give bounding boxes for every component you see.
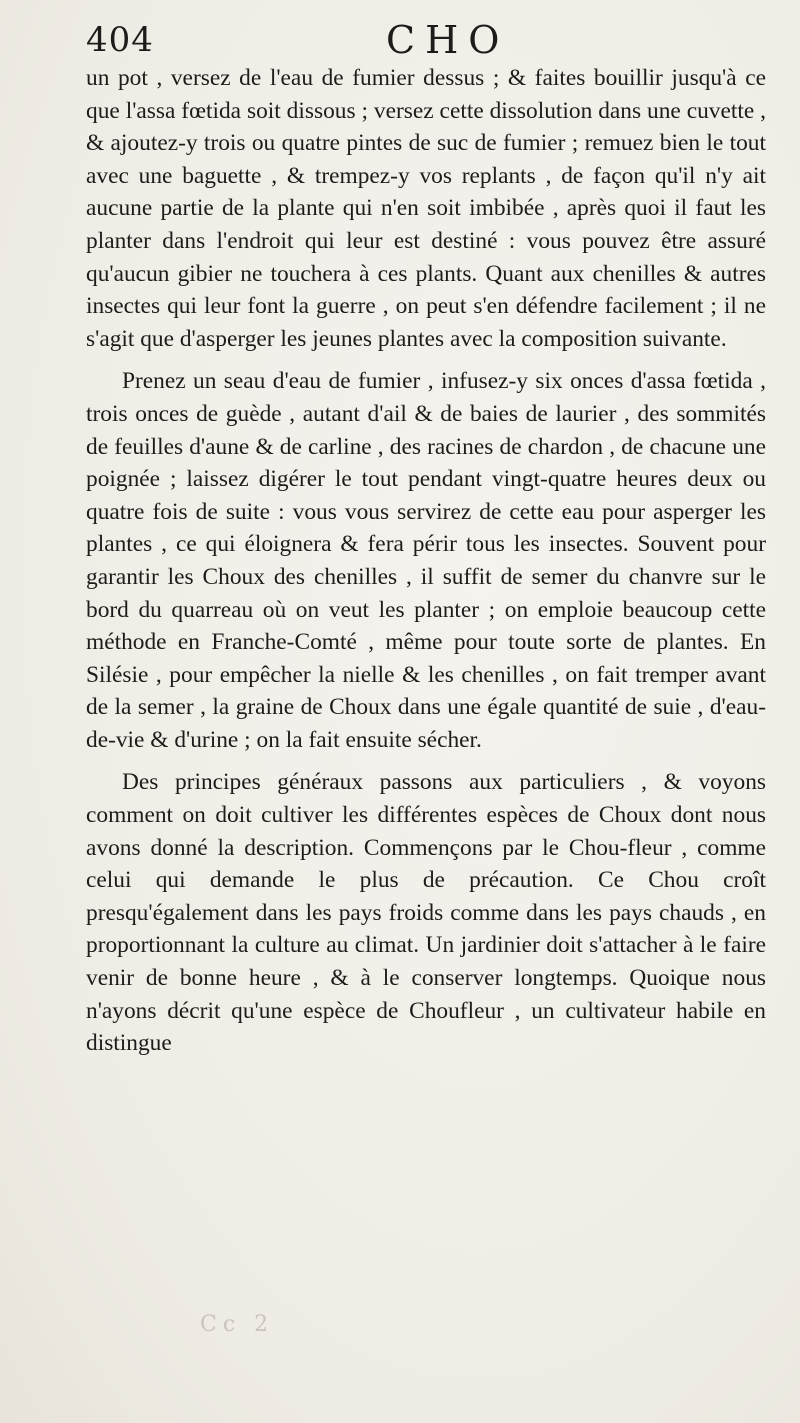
- paragraph-3: Des principes généraux passons aux particuliers , & voyons comment on doit cultiver les différentes espèces de Choux dont nous avons donné la description. Commençons par le Chou-fleur , comme celui qui demande le plus de précaution. Ce Chou croît presqu'également dans les pays froids comme dans les pays chauds , en proportionnant la culture au climat. Un jardinier doit s'attacher à le faire venir de bonne heure , & à le conserver longtemps. Quoique nous n'ayons décrit qu'une espèce de Choufleur , un cultivateur habile en distingue: [86, 769, 766, 1057]
- running-head: CHO: [386, 18, 510, 62]
- page-number: 404: [86, 20, 154, 60]
- signature-mark: Cc 2: [200, 1312, 275, 1337]
- body-text: [86, 62, 766, 1070]
- paragraph-2: Prenez un seau d'eau de fumier , infusez-y six onces d'assa fœtida , trois onces de guède , autant d'ail & de baies de laurier , des sommités de feuilles d'aune & de carline , des racines de chardon , de chacune une poignée ; laissez digérer le tout pendant vingt-quatre heures deux ou quatre fois de suite : vous vous servirez de cette eau pour asperger les plantes , ce qui éloignera & fera périr tous les insectes. Souvent pour garantir les Choux des chenilles , il suffit de semer du chanvre sur le bord du quarreau où on veut les planter ; on emploie beaucoup cette méthode en Franche-Comté , même pour toute sorte de plantes. En Silésie , pour empêcher la nielle & les chenilles , on fait tremper avant de la semer , la graine de Choux dans une égale quantité de suie , d'eau-de-vie & d'urine ; on la fait ensuite sécher.: [86, 368, 766, 753]
- paragraph-1: un pot , versez de l'eau de fumier dessus ; & faites bouillir jusqu'à ce que l'assa fœtida soit dissous ; versez cette dissolution dans une cuvette , & ajoutez-y trois ou quatre pintes de suc de fumier ; remuez bien le tout avec une baguette , & trempez-y vos replants , de façon qu'il n'y ait aucune partie de la plante qui n'en soit imbibée , après quoi il faut les planter dans l'endroit qui leur est destiné : vous pouvez être assuré qu'aucun gibier ne touchera à ces plants. Quant aux chenilles & autres insectes qui leur font la guerre , on peut s'en défendre facilement ; il ne s'agit que d'asperger les jeunes plantes avec la composition suivante.: [86, 65, 766, 352]
